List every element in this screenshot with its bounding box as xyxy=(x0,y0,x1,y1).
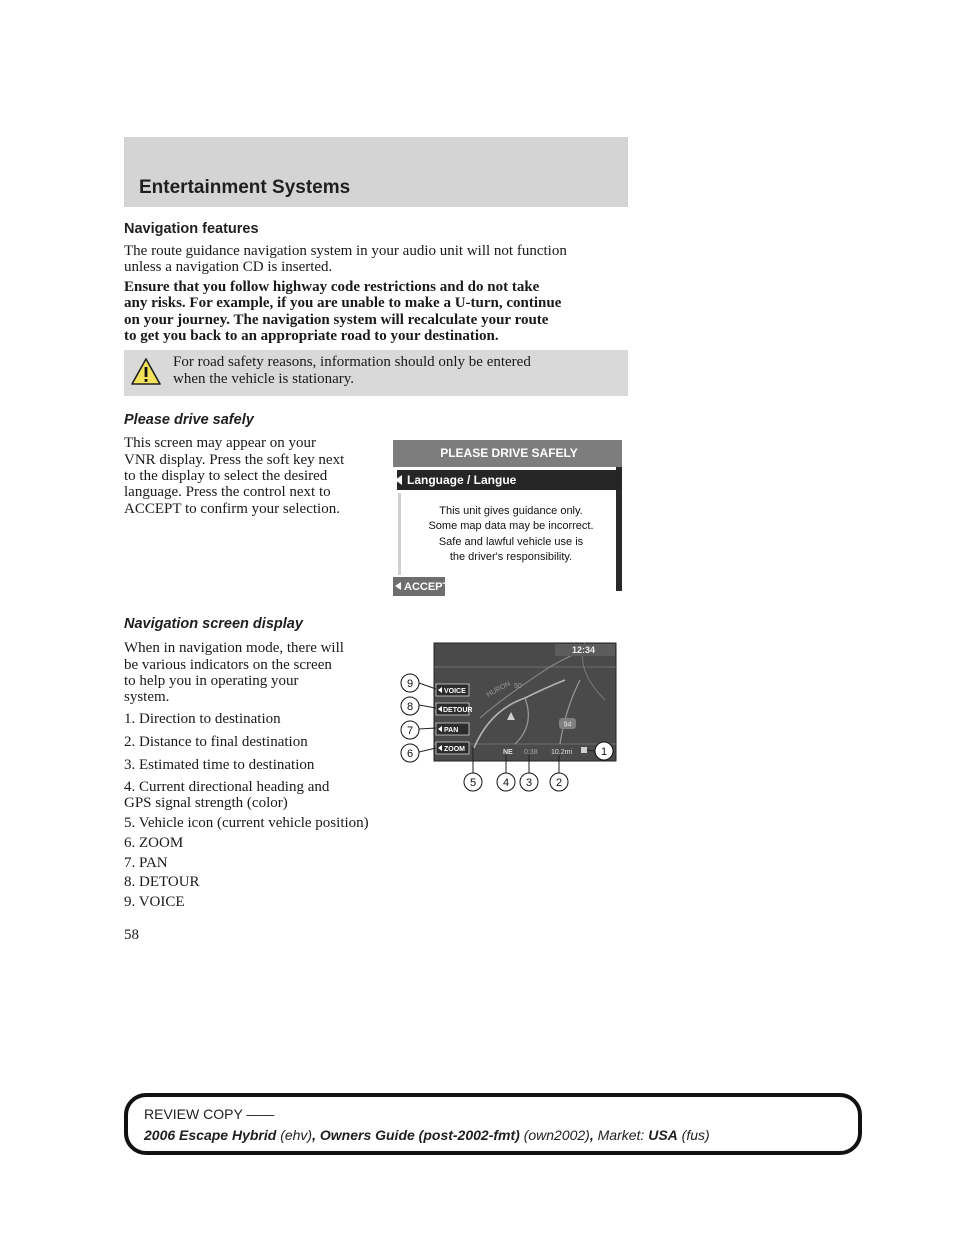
callout-7: 7 xyxy=(406,725,414,737)
footer-guide-code: (own2002) xyxy=(523,1127,590,1143)
screen-msg: the driver's responsibility. xyxy=(449,551,573,563)
nav-screen-line: to help you in operating your xyxy=(124,673,299,689)
footer-market-code: (fus) xyxy=(681,1127,710,1143)
review-copy-label: REVIEW COPY —— xyxy=(144,1106,275,1122)
pan-softkey xyxy=(436,723,469,735)
zoom-softkey xyxy=(436,742,469,754)
footer-document-info: 2006 Escape Hybrid (ehv), Owners Guide (post-2002-fmt) (own2002), Market: USA (fus) xyxy=(144,1127,710,1143)
nav-screen-image xyxy=(395,640,620,795)
accept-softkey: ACCEPT xyxy=(404,581,450,593)
callout-3: 3 xyxy=(525,777,533,789)
list-item: 3. Estimated time to destination xyxy=(124,757,315,773)
nav-screen-line: When in navigation mode, there will xyxy=(124,640,344,656)
svg-text:ZOOM: ZOOM xyxy=(444,746,465,753)
list-item: 9. VOICE xyxy=(124,894,185,910)
nav-features-bold-line: Ensure that you follow highway code restrictions and do not take xyxy=(124,279,540,295)
nav-features-heading: Navigation features xyxy=(124,221,259,237)
list-item: 8. DETOUR xyxy=(124,874,200,890)
page-number: 58 xyxy=(124,927,139,943)
screen-msg: Safe and lawful vehicle use is xyxy=(438,536,584,548)
callout-1: 1 xyxy=(600,746,608,758)
nav-features-bold-line: on your journey. The navigation system will recalculate your route xyxy=(124,312,549,328)
section-title: Entertainment Systems xyxy=(139,177,351,198)
heading-readout: NE xyxy=(503,749,513,756)
footer-model-code: (ehv) xyxy=(280,1127,313,1143)
distance-readout: 10.2mi xyxy=(551,749,573,756)
callout-9: 9 xyxy=(406,678,414,690)
list-item: 7. PAN xyxy=(124,855,168,871)
drive-safely-heading: Please drive safely xyxy=(124,412,254,428)
list-item: 4. Current directional heading and xyxy=(124,779,330,795)
drive-safely-line: VNR display. Press the soft key next xyxy=(124,452,345,468)
callout-5: 5 xyxy=(469,777,477,789)
list-item: GPS signal strength (color) xyxy=(124,795,288,811)
nav-features-bold-line: any risks. For example, if you are unable to make a U-turn, continue xyxy=(124,295,562,311)
street-label: HURON xyxy=(485,680,512,699)
screen-title: PLEASE DRIVE SAFELY xyxy=(440,446,578,460)
nav-features-bold-line: to get you back to an appropriate road to your destination. xyxy=(124,328,499,344)
footer-model: 2006 Escape Hybrid xyxy=(144,1127,277,1143)
review-copy-footer-box xyxy=(124,1093,862,1155)
list-item: 1. Direction to destination xyxy=(124,711,281,727)
drive-safely-line: ACCEPT to confirm your selection. xyxy=(124,501,340,517)
nav-features-para-line: The route guidance navigation system in your audio unit will not function xyxy=(124,243,567,259)
street-number-label: 50 xyxy=(514,683,522,690)
road-shield-label: 94 xyxy=(563,721,572,729)
screen-msg: Some map data may be incorrect. xyxy=(428,520,594,532)
drive-safely-line: to the display to select the desired xyxy=(124,468,328,484)
screen-msg: This unit gives guidance only. xyxy=(439,505,583,517)
list-item: 5. Vehicle icon (current vehicle position) xyxy=(124,815,369,831)
callout-6: 6 xyxy=(406,748,414,760)
footer-guide: Owners Guide (post-2002-fmt) xyxy=(319,1127,520,1143)
svg-text:VOICE: VOICE xyxy=(444,688,466,695)
svg-text:PAN: PAN xyxy=(444,727,459,734)
clock-readout: 12:34 xyxy=(572,645,596,655)
warning-text xyxy=(173,354,613,387)
voice-softkey xyxy=(436,684,469,696)
language-softkey: Language / Langue xyxy=(407,473,517,487)
nav-screen-heading: Navigation screen display xyxy=(124,616,303,632)
callout-4: 4 xyxy=(502,777,510,789)
warning-line: when the vehicle is stationary. xyxy=(173,370,355,387)
drive-safely-line: language. Press the control next to xyxy=(124,484,331,500)
footer-market-label: Market: xyxy=(597,1127,645,1143)
drive-safely-screen-image xyxy=(393,440,623,596)
nav-screen-line: be various indicators on the screen xyxy=(124,657,332,673)
detour-softkey xyxy=(436,703,472,715)
drive-safely-line: This screen may appear on your xyxy=(124,435,317,451)
eta-readout: 0:38 xyxy=(524,749,538,756)
list-item: 2. Distance to final destination xyxy=(124,734,308,750)
nav-features-para-line: unless a navigation CD is inserted. xyxy=(124,259,333,275)
warning-line: For road safety reasons, information should only be entered xyxy=(173,354,531,370)
warning-icon xyxy=(130,357,162,387)
callout-2: 2 xyxy=(555,777,563,789)
svg-text:DETOUR: DETOUR xyxy=(443,707,473,714)
list-item: 6. ZOOM xyxy=(124,835,184,851)
footer-market: USA xyxy=(648,1127,678,1143)
callout-8: 8 xyxy=(406,701,414,713)
nav-screen-line: system. xyxy=(124,689,170,705)
